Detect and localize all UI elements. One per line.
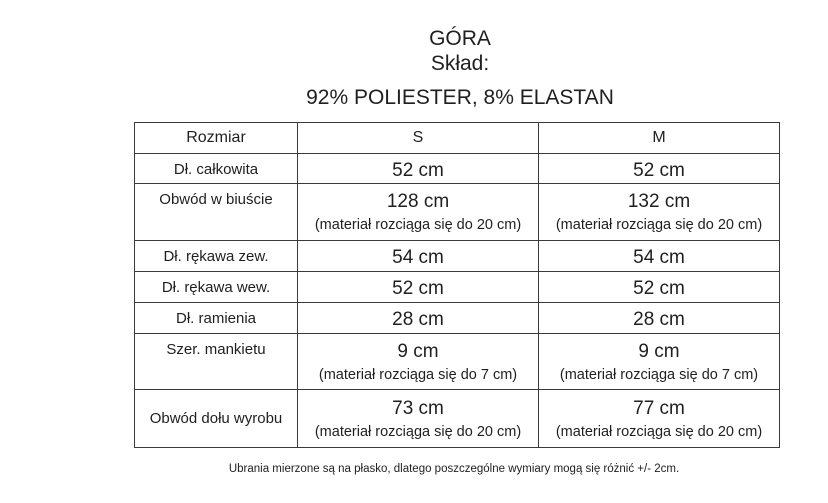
value-text: 28 cm: [633, 309, 685, 330]
row-label: Obwód w biuście: [135, 184, 298, 241]
cell-value-m: [539, 390, 780, 448]
table-row: [135, 241, 780, 272]
column-header-s: S: [298, 123, 539, 154]
cell-value-s: [298, 390, 539, 448]
cell-value-m: [539, 241, 780, 272]
value-text: 54 cm: [392, 247, 444, 268]
measurement-disclaimer: Ubrania mierzone są na płasko, dlatego poszczególne wymiary mogą się różnić +/- 2cm.: [228, 463, 680, 475]
cell-value-s: [298, 272, 539, 303]
table-row: [135, 184, 780, 241]
cell-value-s: [298, 334, 539, 390]
value-text: 52 cm: [392, 159, 444, 181]
value-text: 132 cm: [627, 191, 691, 212]
stretch-note: (materiał rozciąga się do 7 cm): [318, 366, 518, 383]
size-table: [134, 122, 780, 448]
table-row: [135, 154, 780, 184]
value-text: 52 cm: [633, 159, 685, 181]
row-label: Dł. całkowita: [135, 154, 298, 184]
column-header-m: M: [539, 123, 780, 154]
value-text: 52 cm: [633, 278, 685, 299]
stretch-note: (materiał rozciąga się do 20 cm): [555, 423, 763, 440]
cell-value-m: [539, 303, 780, 334]
row-label: Obwód dołu wyrobu: [135, 390, 298, 448]
cell-value-s: [298, 184, 539, 241]
row-label: Dł. rękawa wew.: [135, 272, 298, 303]
column-header-size: Rozmiar: [135, 123, 298, 154]
value-text: 77 cm: [633, 397, 685, 419]
table-row: [135, 272, 780, 303]
row-label: Dł. rękawa zew.: [135, 241, 298, 272]
composition-value: 92% POLIESTER, 8% ELASTAN: [306, 86, 614, 109]
value-text: 28 cm: [392, 309, 444, 330]
stretch-note: (materiał rozciąga się do 20 cm): [555, 217, 763, 233]
stretch-note: (materiał rozciąga się do 20 cm): [314, 423, 522, 440]
value-text: 73 cm: [392, 397, 444, 419]
table-row: [135, 334, 780, 390]
cell-value-m: [539, 184, 780, 241]
table-row: [135, 390, 780, 448]
cell-value-m: [539, 334, 780, 390]
cell-value-m: [539, 272, 780, 303]
composition-label: Skład:: [430, 52, 490, 75]
cell-value-s: [298, 154, 539, 184]
value-text: 128 cm: [386, 191, 450, 212]
product-part-title: GÓRA: [429, 27, 491, 50]
table-header-row: [135, 123, 780, 154]
row-label: Szer. mankietu: [135, 334, 298, 390]
value-text: 9 cm: [638, 340, 680, 362]
cell-value-s: [298, 241, 539, 272]
row-label: Dł. ramienia: [135, 303, 298, 334]
cell-value-m: [539, 154, 780, 184]
value-text: 9 cm: [397, 340, 439, 362]
stretch-note: (materiał rozciąga się do 7 cm): [559, 366, 759, 383]
cell-value-s: [298, 303, 539, 334]
stretch-note: (materiał rozciąga się do 20 cm): [314, 217, 522, 233]
value-text: 52 cm: [392, 278, 444, 299]
table-row: [135, 303, 780, 334]
value-text: 54 cm: [633, 247, 685, 268]
